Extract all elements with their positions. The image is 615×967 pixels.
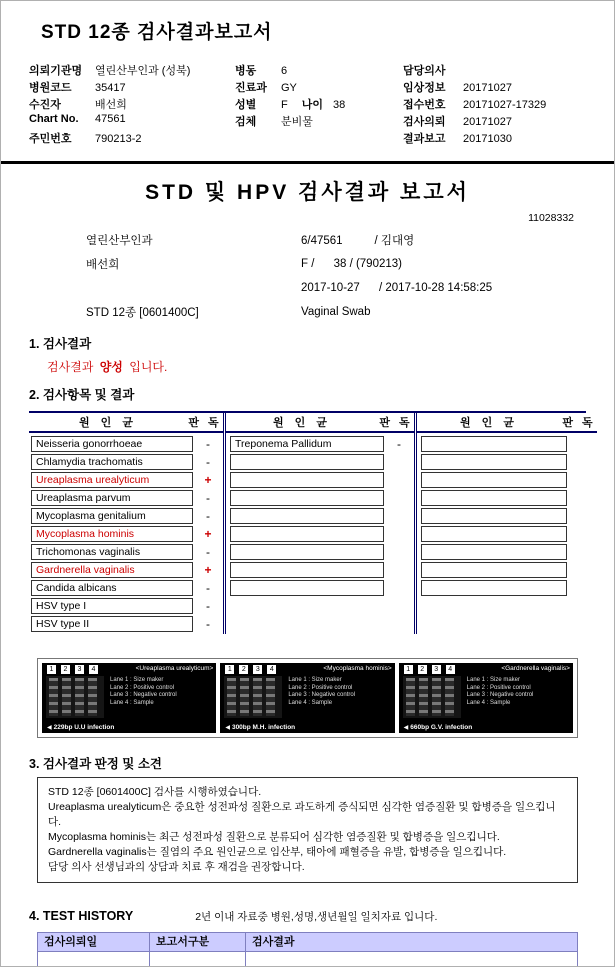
results-body-2 [226, 433, 414, 598]
opinion-line: Mycoplasma hominis는 최근 성전파성 질환으로 분류되어 심각한 염증질환 및 합병증을 일으킵니다. [48, 831, 500, 843]
field-value: 790213-2 [95, 133, 142, 145]
band-label-text: 660bp G.V. infection [410, 724, 473, 731]
lane-number: 3 [75, 665, 84, 674]
lane-number: 1 [225, 665, 234, 674]
results-header [417, 413, 597, 433]
legend-line: Lane 1 : Size maker [466, 677, 521, 683]
band-size-label [225, 724, 295, 731]
header-field-row [235, 113, 403, 130]
report-info-block [86, 228, 614, 324]
header-field-row [29, 113, 235, 130]
gel-electrophoresis-image [403, 676, 461, 718]
result-value: 양성 [99, 360, 123, 374]
pathogen-row [29, 508, 223, 524]
gel-panel [399, 663, 573, 733]
lane-number: 3 [432, 665, 441, 674]
pathogen-name [230, 580, 384, 596]
pathogen-row [226, 508, 414, 524]
pathogen-result: - [206, 599, 210, 613]
header-field-row [235, 96, 403, 113]
field-value: 20171030 [463, 133, 512, 145]
results-table [29, 411, 596, 634]
pathogen-result: + [204, 473, 212, 487]
header-field-row [29, 62, 235, 79]
pathogen-result: - [206, 545, 210, 559]
pathogen-name [421, 580, 567, 596]
pathogen-result: - [397, 437, 401, 451]
field-value: 배선희 [95, 99, 127, 111]
pathogen-row [226, 454, 414, 470]
gel-panel-title: <Mycoplasma hominis> [323, 665, 392, 672]
gel-lane-legend [110, 677, 177, 707]
lane-number: 1 [404, 665, 413, 674]
pathogen-row [29, 526, 223, 542]
pathogen-row [226, 562, 414, 578]
pathogen-row [29, 454, 223, 470]
legend-line: Lane 4 : Sample [110, 699, 154, 706]
field-label: 결과보고 [403, 133, 446, 145]
band-arrow-icon: ◀ [47, 725, 52, 731]
pathogen-row [29, 490, 223, 506]
section2-heading: 2. 검사항목 및 결과 [29, 388, 135, 402]
legend-line: Lane 2 : Positive control [466, 684, 531, 691]
page-title: STD 12종 검사결과보고서 [41, 22, 273, 43]
pathogen-name [421, 508, 567, 524]
legend-line: Lane 1 : Size maker [288, 677, 342, 683]
gel-lane [445, 678, 454, 716]
gel-lane [75, 678, 84, 716]
lane-number: 4 [446, 665, 455, 674]
pathogen-result: - [206, 581, 210, 595]
pathogen-result: - [206, 509, 210, 523]
test-history-note: 2년 이내 자료중 병원,성명,생년월일 일치자료 입니다. [195, 911, 438, 923]
pathogen-row [417, 454, 597, 470]
pathogen-name [230, 544, 384, 560]
pathogen-row [417, 490, 597, 506]
gel-lane [406, 678, 415, 716]
pathogen-row [226, 526, 414, 542]
pathogen-column-header: 원 인 균 [273, 417, 331, 429]
pathogen-name [230, 508, 384, 524]
header-field-row [403, 130, 614, 147]
gel-lane [419, 678, 428, 716]
field-value: F [281, 99, 288, 111]
opinion-box [37, 777, 578, 883]
gel-lane [227, 678, 236, 716]
opinion-line: Gardnerella vaginalis는 질염의 주요 원인균으로 임산부, 태아에 패혈증을 유발, 합병증을 일으킵니다. [48, 846, 507, 858]
band-size-label [404, 724, 473, 731]
results-header [226, 413, 414, 433]
band-arrow-icon: ◀ [403, 725, 409, 731]
test-history-empty-row [38, 952, 577, 967]
gel-lane-legend [467, 677, 534, 707]
legend-line: Lane 3 : Negative control [288, 692, 356, 698]
test-history-header-row [38, 933, 577, 952]
report-info-row [86, 276, 614, 300]
header-field-row [29, 130, 235, 147]
info-right-value: F / 38 / (790213) [301, 258, 402, 270]
field-value: 분비물 [281, 116, 313, 128]
results-body-1 [29, 433, 223, 634]
gel-lane [253, 678, 262, 716]
opinion-line: STD 12종 [0601400C] 검사를 시행하였습니다. [48, 786, 262, 798]
gel-lane-numbers [47, 665, 98, 674]
header-field-row [403, 79, 614, 96]
result-prefix: 검사결과 [47, 360, 94, 374]
pathogen-name: Ureaplasma urealyticum [31, 472, 193, 488]
gel-panel-title: <Gardnerella vaginalis> [501, 665, 570, 672]
results-group-3 [417, 413, 597, 634]
pathogen-row [29, 580, 223, 596]
field-label: Chart No. [29, 113, 79, 125]
test-history-table [37, 932, 578, 967]
header-column-right [403, 62, 614, 147]
history-header-cell: 보고서구분 [150, 933, 246, 952]
field-label: 임상정보 [403, 82, 446, 94]
reading-column-header: 판 독 [379, 417, 413, 429]
section1-heading: 1. 검사결과 [29, 337, 92, 351]
legend-line: Lane 2 : Positive control [110, 684, 175, 691]
legend-line: Lane 4 : Sample [288, 699, 333, 706]
pathogen-row [226, 544, 414, 560]
history-header-cell: 검사결과 [246, 933, 577, 952]
field-label: 수진자 [29, 99, 61, 111]
pathogen-name [421, 562, 567, 578]
pathogen-row [29, 436, 223, 452]
field-value: 47561 [95, 113, 126, 125]
pathogen-column-header: 원 인 균 [79, 417, 137, 429]
legend-line: Lane 3 : Negative control [110, 692, 177, 698]
gel-lane [266, 678, 275, 716]
pathogen-name: Ureaplasma parvum [31, 490, 193, 506]
pathogen-row [226, 472, 414, 488]
pathogen-name [421, 526, 567, 542]
pathogen-name: Trichomonas vaginalis [31, 544, 193, 560]
legend-line: Lane 1 : Size maker [110, 677, 164, 683]
pathogen-row [29, 598, 223, 614]
gel-panel [220, 663, 394, 733]
gel-lane [88, 678, 97, 716]
pathogen-result: + [204, 527, 212, 541]
field-value: GY [281, 82, 297, 94]
field-value: 6 [281, 65, 288, 77]
lane-number: 1 [47, 665, 56, 674]
pathogen-row [417, 472, 597, 488]
pathogen-row [226, 580, 414, 596]
opinion-line: 담당 의사 선생님과의 상담과 치료 후 재검을 권장합니다. [48, 861, 305, 873]
opinion-line: Ureaplasma urealyticum은 중요한 성전파성 질환으로 과도하게 증식되면 심각한 염증질환 및 합병증을 일으킵니다. [48, 801, 556, 828]
band-size-label [47, 724, 114, 731]
field-label: 주민번호 [29, 133, 72, 145]
header-field-row [29, 96, 235, 113]
pathogen-result: - [206, 491, 210, 505]
pathogen-result: - [206, 437, 210, 451]
field-label: 접수번호 [403, 99, 446, 111]
header-field-row [29, 79, 235, 96]
history-empty-cell [246, 952, 577, 967]
pathogen-result: + [204, 563, 212, 577]
pathogen-name [230, 454, 384, 470]
field-label: 병원코드 [29, 82, 72, 94]
field-label: 담당의사 [403, 65, 446, 77]
gel-lane [49, 678, 58, 716]
section3-heading: 3. 검사결과 판정 및 소견 [29, 757, 162, 771]
field-value: 20171027 [463, 82, 512, 94]
gel-electrophoresis-image [224, 676, 282, 718]
legend-line: Lane 4 : Sample [466, 699, 511, 706]
gel-lane-numbers [225, 665, 276, 674]
pathogen-row [29, 562, 223, 578]
pathogen-name: Treponema Pallidum [230, 436, 384, 452]
info-right-value: 6/47561 / 김대영 [301, 235, 415, 247]
pathogen-name [230, 490, 384, 506]
pathogen-name [230, 472, 384, 488]
field-value: 35417 [95, 82, 126, 94]
header-field-row [235, 79, 403, 96]
pathogen-name [421, 544, 567, 560]
gel-lane [432, 678, 441, 716]
pathogen-name [421, 472, 567, 488]
pathogen-column-header: 원 인 균 [460, 417, 518, 429]
pathogen-row [417, 526, 597, 542]
pathogen-row [417, 508, 597, 524]
reading-column-header: 판 독 [562, 417, 596, 429]
pathogen-name: Mycoplasma hominis [31, 526, 193, 542]
lane-number: 2 [418, 665, 427, 674]
pathogen-name [421, 454, 567, 470]
results-body-3 [417, 433, 597, 598]
section-divider [1, 161, 614, 164]
pathogen-name: Chlamydia trachomatis [31, 454, 193, 470]
pathogen-name: Candida albicans [31, 580, 193, 596]
gel-lane-legend [288, 677, 355, 707]
history-empty-cell [38, 952, 150, 967]
band-arrow-icon: ◀ [225, 725, 230, 731]
lane-number: 3 [253, 665, 262, 674]
band-label-text: 300bp M.H. infection [231, 724, 296, 731]
header-field-row [403, 96, 614, 113]
lane-number: 2 [61, 665, 70, 674]
pathogen-name [421, 490, 567, 506]
report-info-row [86, 228, 614, 252]
pathogen-row [417, 544, 597, 560]
info-left-value: 배선희 [86, 259, 120, 271]
pathogen-result: - [206, 617, 210, 631]
pathogen-row [29, 616, 223, 632]
patient-header [29, 62, 614, 147]
header-field-row [403, 62, 614, 79]
info-right-value: Vaginal Swab [301, 306, 371, 318]
pathogen-result: - [206, 455, 210, 469]
field-value: 열린산부인과 (성북) [95, 65, 191, 77]
gel-panel [42, 663, 216, 733]
results-group-2 [223, 413, 417, 634]
pathogen-name: Gardnerella vaginalis [31, 562, 193, 578]
pathogen-row [226, 490, 414, 506]
reading-column-header: 판 독 [188, 417, 222, 429]
pathogen-name: Mycoplasma genitalium [31, 508, 193, 524]
header-column-middle [235, 62, 403, 147]
pathogen-row [417, 436, 597, 452]
report-number: 11028332 [528, 212, 574, 224]
header-field-row [403, 113, 614, 130]
legend-line: Lane 2 : Positive control [288, 684, 353, 691]
header-column-left [29, 62, 235, 147]
field-label: 검체 [235, 116, 257, 128]
band-label-text: 229bp U.U infection [53, 724, 115, 731]
section4-heading: 4. TEST HISTORY [29, 909, 134, 923]
info-right-value: 2017-10-27 / 2017-10-28 14:58:25 [301, 282, 493, 294]
history-empty-cell [150, 952, 246, 967]
legend-line: Lane 3 : Negative control [466, 692, 534, 698]
field-value-2: 38 [333, 99, 346, 111]
gel-lane-numbers [404, 665, 455, 674]
info-left-value: STD 12종 [0601400C] [86, 307, 199, 319]
pathogen-name [230, 562, 384, 578]
results-header [29, 413, 223, 433]
field-label: 검사의뢰 [403, 116, 446, 128]
report-info-row [86, 300, 614, 324]
test-history-heading-row [29, 909, 614, 924]
report-info-row [86, 252, 614, 276]
gel-lane [62, 678, 71, 716]
overall-result [47, 358, 614, 375]
field-value: 20171027-17329 [463, 99, 547, 111]
pathogen-row [226, 436, 414, 452]
pathogen-name: Neisseria gonorrhoeae [31, 436, 193, 452]
pathogen-name: HSV type II [31, 616, 193, 632]
field-label-2: 나이 [301, 99, 323, 111]
gel-lane [240, 678, 249, 716]
field-label: 진료과 [235, 82, 267, 94]
results-group-1 [29, 413, 223, 634]
field-label: 성별 [235, 99, 257, 111]
lane-number: 4 [89, 665, 98, 674]
report-title: STD 및 HPV 검사결과 보고서 [145, 181, 470, 204]
header-field-row [235, 62, 403, 79]
pathogen-name: HSV type I [31, 598, 193, 614]
lane-number: 4 [267, 665, 276, 674]
gel-panel-title: <Ureaplasma urealyticum> [135, 665, 214, 672]
pathogen-name [421, 436, 567, 452]
pathogen-row [417, 580, 597, 596]
field-label: 의뢰기관명 [29, 65, 83, 77]
history-header-cell: 검사의뢰일 [38, 933, 150, 952]
pathogen-row [417, 562, 597, 578]
lane-number: 2 [239, 665, 248, 674]
field-label: 병동 [235, 65, 257, 77]
gel-image-box [37, 658, 578, 738]
pathogen-name [230, 526, 384, 542]
gel-electrophoresis-image [46, 676, 104, 718]
pathogen-row [29, 544, 223, 560]
pathogen-row [29, 472, 223, 488]
field-value: 20171027 [463, 116, 512, 128]
result-suffix: 입니다. [129, 360, 168, 374]
info-left-value: 열린산부인과 [86, 235, 153, 247]
